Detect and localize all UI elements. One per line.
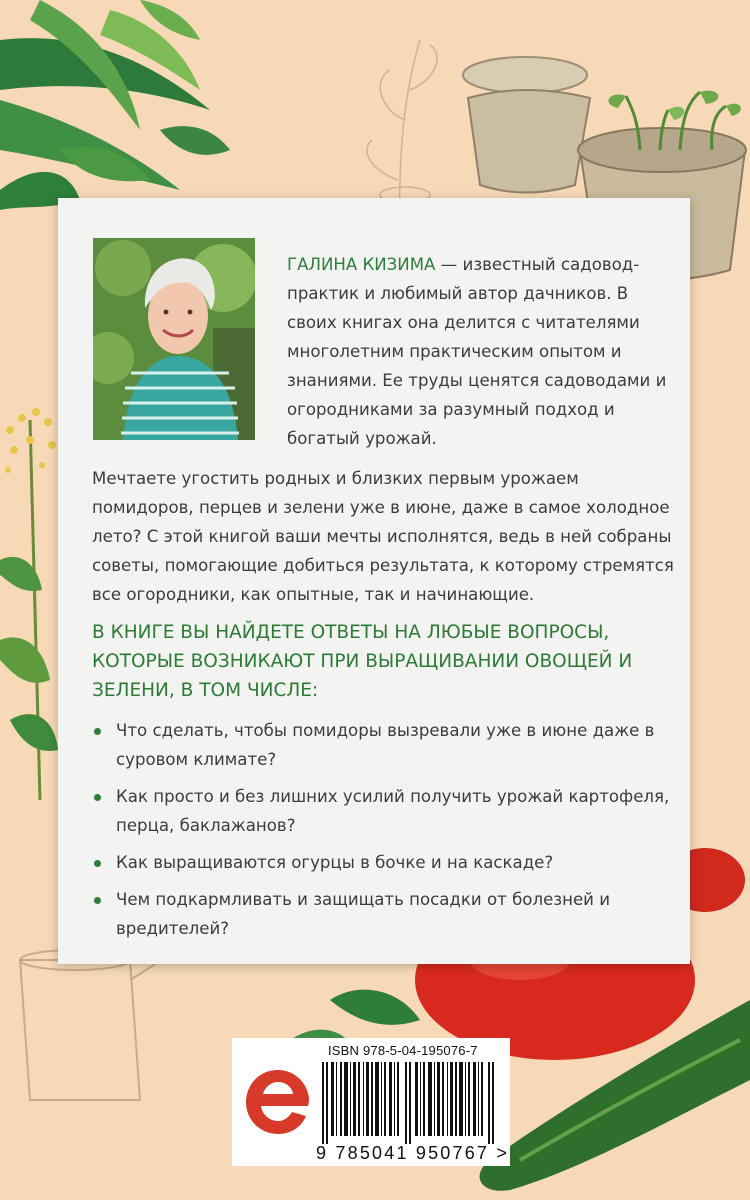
herb-leaves-illustration bbox=[0, 0, 230, 210]
author-name: ГАЛИНА КИЗИМА bbox=[287, 255, 436, 274]
publisher-logo-icon bbox=[242, 1064, 314, 1140]
info-panel bbox=[58, 198, 690, 964]
list-item: Что сделать, чтобы помидоры вызревали уже в июне даже в суровом климате? bbox=[92, 716, 692, 774]
questions-headline: В КНИГЕ ВЫ НАЙДЕТЕ ОТВЕТЫ НА ЛЮБЫЕ ВОПРОСЫ, КОТОРЫЕ ВОЗНИКАЮТ ПРИ ВЫРАЩИВАНИИ ОВОЩЕЙ И ЗЕЛЕНИ, В ТОМ ЧИСЛЕ: bbox=[92, 622, 633, 701]
bullet-icon bbox=[94, 794, 101, 801]
isbn-label: ISBN 978-5-04-195076-7 bbox=[328, 1043, 478, 1058]
isbn-block bbox=[232, 1038, 510, 1166]
questions-list bbox=[92, 716, 692, 951]
book-description: Мечтаете угостить родных и близких первым урожаем помидоров, перцев и зелени уже в июне, даже в самое холодное лето? С этой книгой ваши мечты исполнятся, ведь в ней собраны советы, помогающие добиться результата, к которому стремятся все огородники, как опытные, так и начинающие. bbox=[92, 469, 674, 604]
bullet-icon bbox=[94, 728, 101, 735]
bullet-icon bbox=[94, 860, 101, 867]
author-bio bbox=[287, 250, 677, 453]
author-bio-text: — известный садовод-практик и любимый автор дачников. В своих книгах она делится с читателями многолетним практическим опытом и знаниями. Ее труды ценятся садоводами и огородниками за разумный подход и богатый урожай. bbox=[287, 255, 667, 448]
list-item: Как просто и без лишних усилий получить урожай картофеля, перца, баклажанов? bbox=[92, 782, 692, 840]
barcode bbox=[322, 1062, 500, 1144]
author-photo bbox=[93, 238, 255, 440]
dill-illustration bbox=[0, 408, 58, 800]
list-item: Как выращиваются огурцы в бочке и на каскаде? bbox=[92, 848, 692, 877]
bullet-icon bbox=[94, 897, 101, 904]
barcode-number: 9 785041 950767 > bbox=[316, 1143, 510, 1163]
list-item: Чем подкармливать и защищать посадки от болезней и вредителей? bbox=[92, 885, 692, 943]
